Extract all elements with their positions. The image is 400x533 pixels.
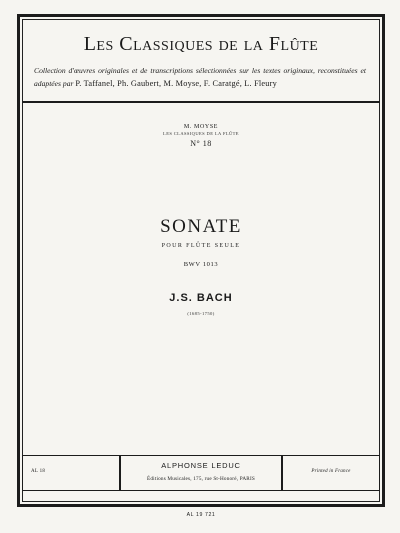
series-description-prefix: et adaptées par [34, 66, 366, 88]
footer-code-box [22, 455, 120, 491]
composer-dates: (1685-1750) [187, 311, 215, 316]
work-subtitle: POUR FLÛTE SEULE [161, 243, 241, 249]
publisher-name: ALPHONSE LEDUC [161, 461, 241, 470]
work-catalogue: BWV 1013 [183, 261, 219, 268]
edition-number: N° 18 [190, 139, 212, 148]
header-divider [22, 101, 380, 103]
edition-series-name: LES CLASSIQUES DE LA FLÛTE [163, 131, 239, 136]
publisher-address: Éditions Musicales, 175, rue St-Honoré, PARIS [147, 476, 255, 482]
publisher-box [120, 455, 282, 491]
work-title: SONATE [160, 216, 242, 237]
plate-number: AL 19 721 [186, 512, 216, 518]
edition-editor: M. MOYSE [183, 124, 219, 130]
footer-code: AL 18 [31, 469, 46, 474]
series-title: Les Classiques de la Flûte [83, 33, 319, 55]
composer-name: J.S. BACH [169, 292, 233, 304]
series-description-line1: Collection d'œuvres originales et de transcriptions sélectionnées sur les textes originaux, reconstituées [34, 66, 358, 75]
series-editors: P. Taffanel, Ph. Gaubert, M. Moyse, F. Caratgé, L. Fleury [75, 79, 277, 88]
printed-in: Printed in France [311, 469, 351, 474]
printed-box [282, 455, 380, 491]
series-description [34, 64, 366, 90]
